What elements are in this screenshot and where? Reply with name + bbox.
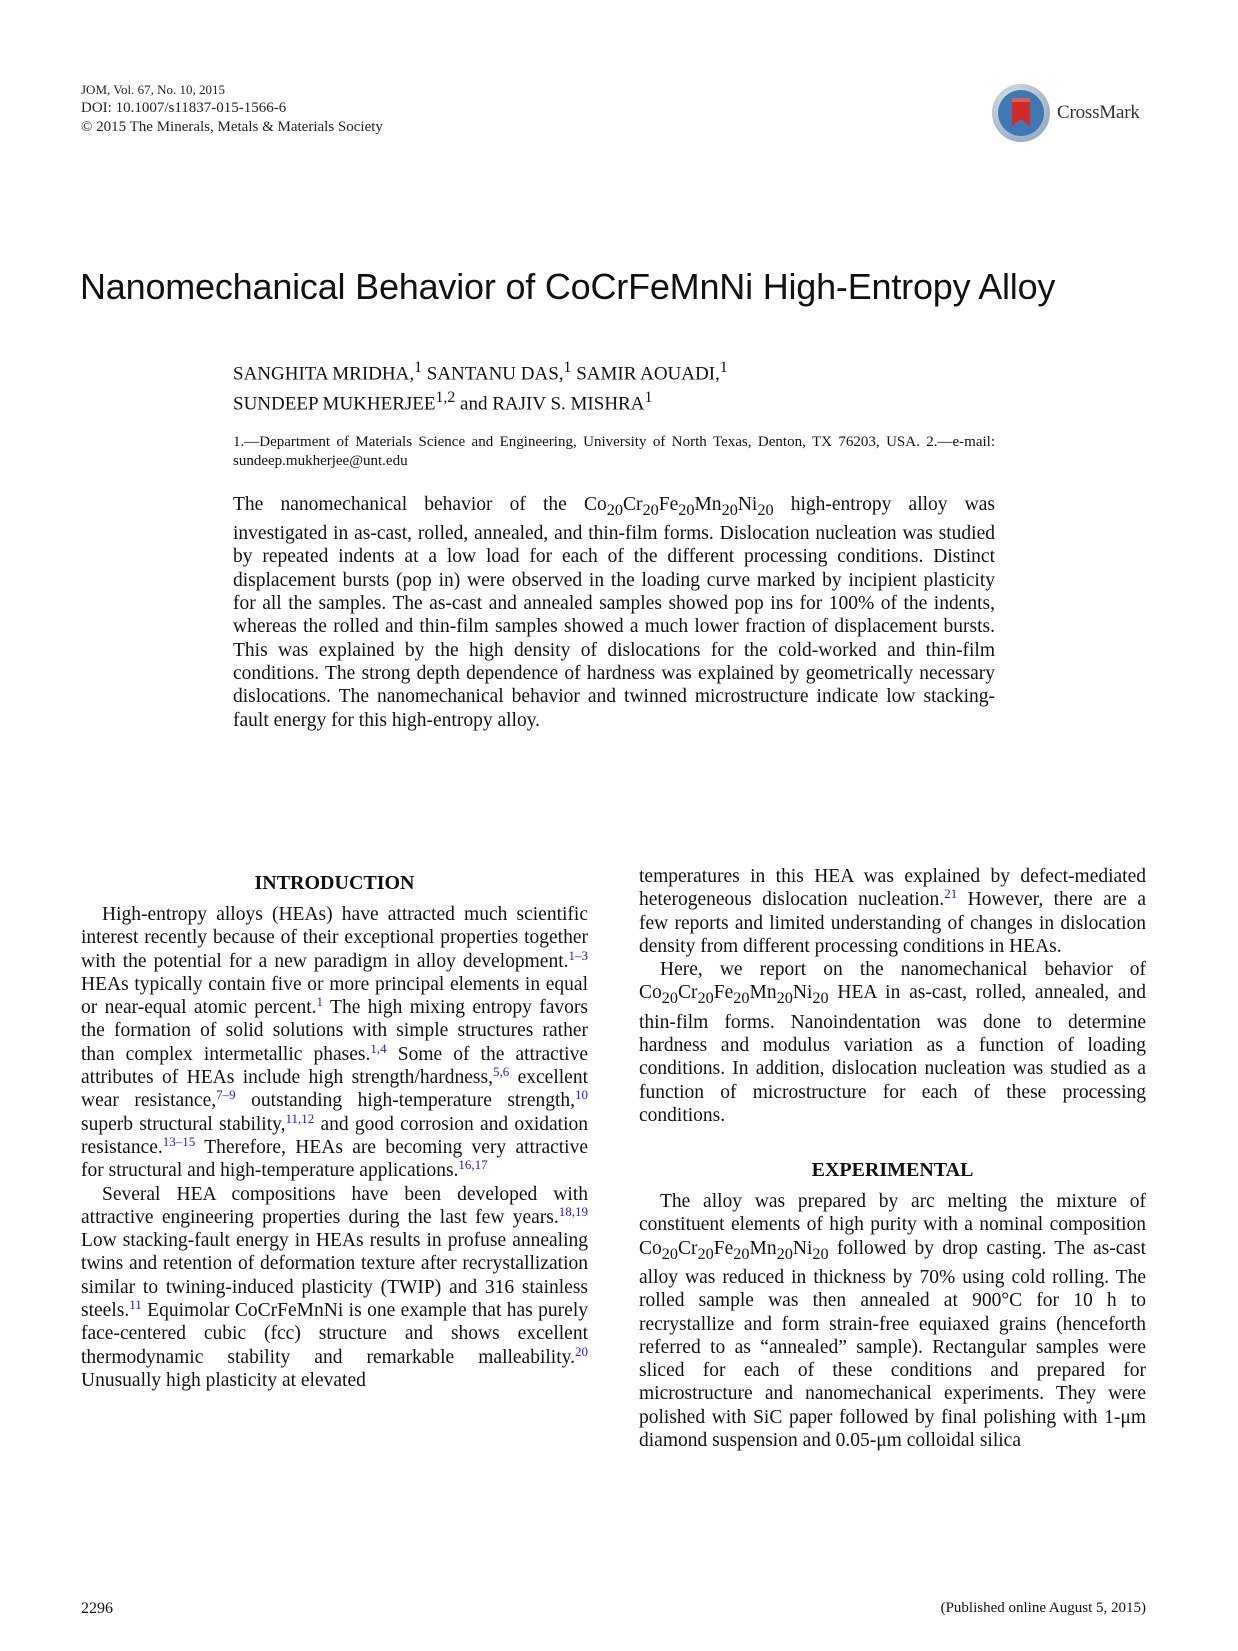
experimental-paragraph-1: The alloy was prepared by arc melting the mixture of constituent elements of high purity with a nominal composition $Co_{20}Cr_{20}Fe_{20}Mn_{20}Ni_{20}$ followed by drop casting. The as-cast alloy was reduced in thickness by 70% using cold rolling. The rolled sample was then annealed at 900°C for 10 h to recrystallize and form strain-free equiaxed grains (henceforth referred to as “annealed” sample). Rectangular samples were sliced for each of these conditions and prepared for microstructure and nanomechanical experiments. They were polished with SiC paper followed by final polishing with 1-μm diamond suspension and 0.05-μm colloidal silica <box>639 1191 1147 1452</box>
crossmark-badge[interactable] <box>990 82 1160 146</box>
author-affil-sup: 1,2 <box>435 389 456 407</box>
author-line-2 <box>233 386 728 416</box>
article-title: Nanomechanical Behavior of CoCrFeMnNi High-Entropy Alloy <box>80 266 1056 307</box>
citation-link[interactable]: 20 <box>575 1343 588 1359</box>
journal-metadata <box>81 80 383 137</box>
citation-link[interactable]: 21 <box>944 886 958 902</box>
citation-link[interactable]: 11,12 <box>285 1110 315 1126</box>
alloy-formula: $Co_{20}Cr_{20}Fe_{20}Mn_{20}Ni_{20}$ <box>583 494 774 519</box>
citation-link[interactable]: 5,6 <box>492 1063 510 1079</box>
journal-info: JOM, Vol. 67, No. 10, 2015 <box>81 82 225 97</box>
publication-date: (Published online August 5, 2015) <box>940 1600 1146 1616</box>
author-list <box>233 356 728 417</box>
section-heading-introduction: INTRODUCTION <box>254 872 415 894</box>
abstract-text-rest: high-entropy alloy was investigated in as-cast, rolled, annealed, and thin-film forms. Dislocation nucleation was studied by repeated indents at a low load for each of the different processing conditions. Distinct displacement bursts (pop in) were observed in the loading curve marked by incipient plasticity for all the samples. The as-cast and annealed samples showed pop ins for 100% of the indents, whereas the rolled and thin-film samples showed a much lower fraction of displacement bursts. This was explained by the high density of dislocations for the cold-worked and thin-film conditions. The strong depth dependence of hardness was explained by geometrically necessary dislocations. The nanomechanical behavior and twinned microstructure indicate low stacking-fault energy for this high-entropy alloy. <box>233 494 996 731</box>
intro-paragraph-3: Here, we report on the nanomechanical behavior of $Co_{20}Cr_{20}Fe_{20}Mn_{20}Ni_{20}$ HEA in as-cast, rolled, annealed, and thin-film forms. Nanoindentation was done to determine hardness and modulus variation as a function of loading conditions. In addition, dislocation nucleation was studied as a function of microstructure for each of these processing conditions. <box>639 959 1147 1126</box>
alloy-formula: $Co_{20}Cr_{20}Fe_{20}Mn_{20}Ni_{20}$ <box>639 982 829 1008</box>
alloy-formula: $Co_{20}Cr_{20}Fe_{20}Mn_{20}Ni_{20}$ <box>639 1237 829 1263</box>
author-affil-sup: 1 <box>644 389 653 407</box>
intro-continuation: temperatures in this HEA was explained by defect-mediated heterogeneous dislocation nucleation.$^{21}$ However, there are a few reports and limited understanding of changes in dislocation density from different processing conditions in HEAs. <box>639 866 1146 957</box>
citation-link[interactable]: 13–15 <box>162 1133 196 1149</box>
abstract <box>233 493 995 732</box>
author-affil-sup: 1 <box>414 359 423 376</box>
author-email[interactable]: sundeep.mukherjee@unt.edu <box>233 453 408 469</box>
author-affil-sup: 1 <box>719 359 728 376</box>
author-line-1 <box>233 356 728 386</box>
author: SANTANU DAS, <box>426 363 564 385</box>
abstract-text-start: The nanomechanical behavior of the <box>233 494 567 515</box>
citation-link[interactable]: 10 <box>575 1087 589 1103</box>
author: SAMIR AOUADI, <box>576 363 720 385</box>
column-left <box>81 870 588 1392</box>
intro-paragraph-2: Several HEA compositions have been developed with attractive engineering properties during the last few years.$^{18,19}$ Low stacking-fault energy in HEAs results in profuse annealing twins and retention of deformation texture after recrystallization similar to twining-induced plasticity (TWIP) and 316 stainless steels.$^{11}$ Equimolar CoCrFeMnNi is one example that has purely face-centered cubic (fcc) structure and shows excellent thermodynamic stability and remarkable malleability.$^{20}$ Unusually high plasticity at elevated <box>81 1183 589 1391</box>
copyright: © 2015 The Minerals, Metals & Materials Society <box>81 119 383 135</box>
author: and RAJIV S. MISHRA <box>460 393 645 415</box>
page-number: 2296 <box>81 1600 113 1617</box>
crossmark-label: CrossMark <box>1057 102 1140 123</box>
affiliation-text: 1.—Department of Materials Science and Engineering, University of North Texas, Denton, TX 76203, USA. 2.—e-mail: <box>233 434 995 450</box>
author-affil-sup: 1 <box>563 359 572 376</box>
crossmark-icon <box>990 82 1052 144</box>
citation-link[interactable]: 1,4 <box>370 1040 387 1056</box>
author: SANGHITA MRIDHA, <box>233 363 415 385</box>
citation-link[interactable]: 16,17 <box>458 1157 488 1173</box>
doi[interactable]: DOI: 10.1007/s11837-015-1566-6 <box>81 100 287 116</box>
citation-link[interactable]: 1 <box>316 994 324 1010</box>
citation-link[interactable]: 1–3 <box>568 947 588 963</box>
citation-link[interactable]: 7–9 <box>216 1087 236 1103</box>
affiliations <box>233 433 995 471</box>
section-heading-experimental: EXPERIMENTAL <box>811 1159 974 1182</box>
intro-paragraph-1: High-entropy alloys (HEAs) have attracted much scientific interest recently because of their exceptional properties together with the potential for a new paradigm in alloy development.$^{1-3}$ HEAs typically contain five or more principal elements in equal or near-equal atomic percent.$^1$ The high mixing entropy favors the formation of solid solutions with simple structures rather than complex intermetallic phases.$^{1,4}$ Some of the attractive attributes of HEAs include high strength/hardness,$^{5,6}$ excellent wear resistance,$^{7-9}$ outstanding high-temperature strength,$^{10}$ superb structural stability,$^{11,12}$ and good corrosion and oxidation resistance.$^{13-15}$ Therefore, HEAs are becoming very attractive for structural and high-temperature applications.$^{16,17}$ <box>81 904 589 1182</box>
citation-link[interactable]: 11 <box>129 1296 142 1312</box>
column-right <box>639 865 1146 1452</box>
citation-link[interactable]: 18,19 <box>558 1203 588 1219</box>
author: SUNDEEP MUKHERJEE <box>233 393 436 415</box>
